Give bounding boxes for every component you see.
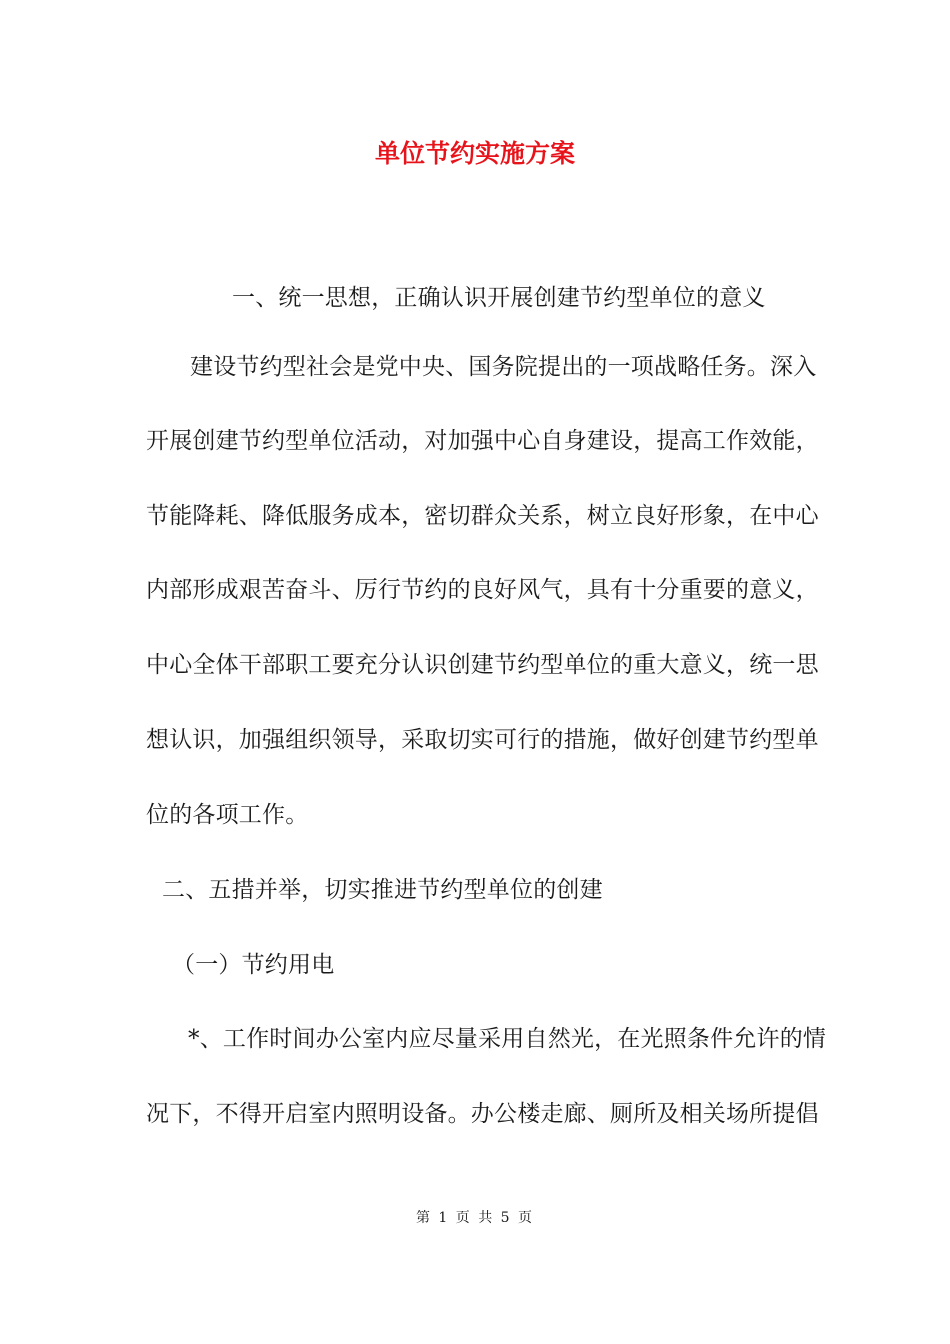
section-heading-2: 二、五措并举，切实推进节约型单位的创建 (162, 877, 603, 903)
document-title: 单位节约实施方案 (374, 139, 575, 168)
subsection-heading-1: （一）节约用电 (172, 952, 335, 978)
paragraph-1-line-1: 建设节约型社会是党中央、国务院提出的一项战略任务。深入 (190, 354, 817, 380)
page-number-footer: 第 1 页 共 5 页 (415, 1210, 535, 1226)
paragraph-2-line-2: 况下，不得开启室内照明设备。办公楼走廊、厕所及相关场所提倡 (146, 1101, 819, 1127)
paragraph-1-line-3: 节能降耗、降低服务成本，密切群众关系，树立良好形象，在中心 (146, 503, 819, 529)
paragraph-1-line-5: 中心全体干部职工要充分认识创建节约型单位的重大意义，统一思 (146, 652, 819, 678)
paragraph-2-line-1: *、工作时间办公室内应尽量采用自然光，在光照条件允许的情 (188, 1026, 827, 1052)
paragraph-1-line-7: 位的各项工作。 (146, 802, 309, 828)
paragraph-1-line-2: 开展创建节约型单位活动，对加强中心自身建设，提高工作效能， (146, 428, 819, 454)
paragraph-1-line-4: 内部形成艰苦奋斗、厉行节约的良好风气，具有十分重要的意义， (146, 577, 819, 603)
paragraph-1-line-6: 想认识，加强组织领导，采取切实可行的措施，做好创建节约型单 (146, 727, 819, 753)
section-heading-1: 一、统一思想，正确认识开展创建节约型单位的意义 (232, 285, 766, 311)
